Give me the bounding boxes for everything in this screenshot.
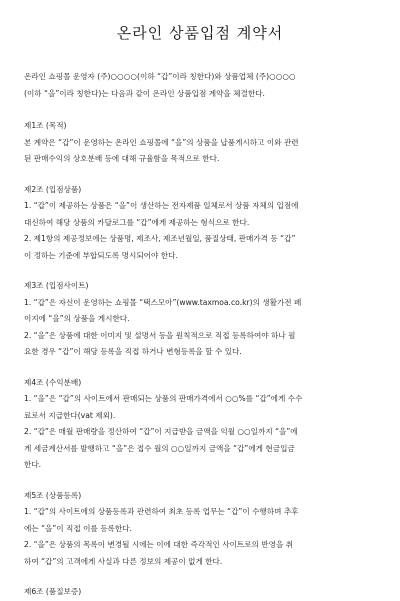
section-body bbox=[24, 198, 376, 264]
section-article-1 bbox=[24, 118, 376, 168]
section-line: 게 세금계산서를 발행하고 “을”은 접수 월의 ○○일까지 금액을 “갑”에게 현금입금 bbox=[24, 443, 295, 453]
section-line: 1. “갑”은 자신이 운영하는 쇼핑몰 “택스모아”(www.taxmoa.co.kr)의 생활가전 페 bbox=[24, 297, 302, 307]
section-heading: 제5조 (상품등록) bbox=[24, 490, 82, 500]
section-body bbox=[24, 391, 376, 474]
section-line: 한다. bbox=[24, 460, 42, 469]
section-article-2 bbox=[24, 182, 376, 265]
section-line: 2. 제1항의 제공정보에는 상품명, 제조사, 제조년월일, 품질상태, 판매가격 등 “갑” bbox=[24, 234, 296, 243]
section-line: 1. “갑”이 제공하는 상품은 “을”이 생산하는 전자제품 일체로서 상품 자체의 입점에 bbox=[24, 201, 299, 210]
section-article-3 bbox=[24, 278, 376, 361]
section-body bbox=[24, 295, 376, 361]
section-heading: 제4조 (수익분배) bbox=[24, 377, 82, 387]
section-line: 에는 “을”이 직접 이를 등록한다. bbox=[24, 523, 132, 533]
intro-paragraph bbox=[24, 69, 376, 102]
section-line: 이 정하는 기준에 부합되도록 명시되어야 한다. bbox=[24, 250, 178, 260]
section-line: 1. “을”은 “갑”의 사이트에서 판매되는 상품의 판매가격에서 ○○%를 “갑”에게 수수 bbox=[24, 394, 303, 403]
section-line: 2. “갑”은 매월 판매량을 정산하여 “갑”이 지급받을 금액을 익월 ○○일까지 “을”에 bbox=[24, 427, 298, 436]
intro-line: (이하 “을”이라 칭한다)는 다음과 같이 온라인 상품입점 계약을 체결한다. bbox=[24, 88, 265, 98]
section-heading: 제3조 (입점사이트) bbox=[24, 281, 89, 290]
section-article-6 bbox=[24, 584, 376, 601]
section-heading: 제1조 (목적) bbox=[24, 121, 67, 130]
section-line: 2. “을”은 상품에 대한 이미지 및 설명서 등을 원칙적으로 직접 등록하여야 하나 필 bbox=[24, 330, 296, 340]
section-line: 본 계약은 “갑”이 운영하는 온라인 쇼핑몰에 “을”의 상품을 납품게시하고 이와 관련 bbox=[24, 137, 299, 147]
section-line: 1. “갑”의 사이트에의 상품등록과 관련하여 최초 등록 업무는 “갑”이 수행하며 추후 bbox=[24, 507, 299, 516]
section-line: 이지에 “을”의 상품을 게시한다. bbox=[24, 314, 130, 323]
section-body bbox=[24, 504, 376, 570]
intro-line: 온라인 쇼핑몰 운영자 (주)○○○○(이하 “갑”이라 칭한다)와 상품업체 (주)○○○○ bbox=[24, 72, 296, 81]
section-line: 하여 “갑”의 고객에게 사실과 다른 정보의 제공이 없게 한다. bbox=[24, 556, 223, 566]
section-article-4 bbox=[24, 375, 376, 474]
section-line: 요한 경우 “갑”이 해당 등록을 직접 하거나 변형등록을 할 수 있다. bbox=[24, 347, 242, 356]
section-line: 대신하여 해당 상품의 카달로그를 “갑”에게 제공하는 형식으로 한다. bbox=[24, 217, 250, 227]
section-line: 2. “을”은 상품의 목록이 변경될 시에는 이에 대한 즉각적인 사이트로의 반영을 취 bbox=[24, 540, 294, 549]
section-heading: 제2조 (입점상품) bbox=[24, 184, 82, 194]
section-body bbox=[24, 135, 376, 168]
section-article-5 bbox=[24, 488, 376, 571]
section-line: 료로서 지급한다(vat 제외). bbox=[24, 410, 116, 420]
document-title: 온라인 상품입점 계약서 bbox=[116, 24, 284, 42]
section-heading: 제6조 (품질보증) bbox=[24, 587, 82, 596]
section-line: 된 판매수익의 상호분배 등에 대해 규율함을 목적으로 한다. bbox=[24, 154, 220, 163]
